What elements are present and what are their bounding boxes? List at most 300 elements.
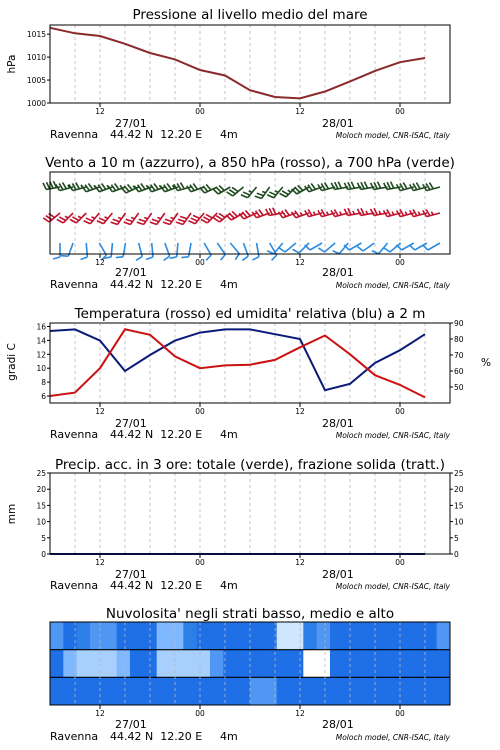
wind-barb xyxy=(333,243,349,254)
barb-half-feather xyxy=(392,212,394,215)
cloud-cell xyxy=(250,622,264,650)
barb-feather xyxy=(241,195,248,198)
pressure-gridlines xyxy=(75,25,425,103)
barb-feather xyxy=(219,185,224,190)
barb-feather xyxy=(136,257,142,261)
barb-half-feather xyxy=(327,212,329,215)
barb-feather xyxy=(203,217,209,221)
pressure-location-coords: 44.42 N 12.20 E xyxy=(110,128,203,141)
barb-feather xyxy=(150,222,157,224)
barb-feather xyxy=(57,219,63,223)
wind-barb xyxy=(111,213,126,224)
x-tick-label: 12 xyxy=(295,407,305,416)
y-tick-label: 0 xyxy=(41,550,46,559)
barb-feather xyxy=(141,184,145,190)
y-tick-label: 50 xyxy=(454,383,464,392)
barb-feather xyxy=(115,184,119,190)
y-tick-label: 90 xyxy=(454,319,464,328)
cloud-cell xyxy=(77,622,91,650)
barb-feather xyxy=(257,193,264,195)
barb-feather xyxy=(63,183,67,189)
y-tick-label: 5 xyxy=(454,533,459,543)
barb-feather xyxy=(371,209,374,216)
temperature-date-1: 27/01 xyxy=(115,417,147,430)
barb-feather xyxy=(351,182,354,189)
cloud-cell xyxy=(330,650,344,678)
barb-feather xyxy=(361,208,364,215)
y-tick-label: 20 xyxy=(454,485,464,495)
cloud-cell xyxy=(303,622,317,650)
cloud-cell xyxy=(117,650,131,678)
pressure-ylabel: hPa xyxy=(6,54,18,74)
precipitation-date-2: 28/01 xyxy=(322,568,354,581)
wind-barb xyxy=(181,243,191,258)
cloud-cell xyxy=(317,677,331,705)
y-tick-label: 14 xyxy=(36,336,46,346)
x-tick-label: 00 xyxy=(195,558,205,567)
barb-half-feather xyxy=(340,212,342,215)
barb-feather xyxy=(181,183,185,189)
barb-staff xyxy=(86,243,87,257)
cloud-cell xyxy=(130,622,144,650)
wind-panel xyxy=(43,155,455,291)
barb-half-feather xyxy=(118,218,121,219)
cloud-xticks xyxy=(95,705,405,718)
cloud-cell xyxy=(50,677,64,705)
wind-barb xyxy=(136,243,142,260)
temperature-location-elev: 4m xyxy=(220,428,238,441)
y-tick-label: 15 xyxy=(454,501,464,511)
pressure-xticks xyxy=(95,103,405,116)
y-tick-label: 12 xyxy=(36,350,46,360)
barb-feather xyxy=(391,182,394,189)
cloud-cell xyxy=(50,622,64,650)
cloud-cell xyxy=(383,677,397,705)
precipitation-yticks xyxy=(36,469,50,559)
barb-feather xyxy=(88,184,92,190)
cloud-cell xyxy=(170,650,184,678)
cloud-cell xyxy=(50,650,64,678)
barb-staff xyxy=(230,243,239,254)
cloud-cell xyxy=(357,677,371,705)
barb-staff xyxy=(428,243,440,250)
y-tick-label: 25 xyxy=(36,469,46,478)
y-tick-label: 10 xyxy=(454,517,464,527)
barb-feather xyxy=(201,219,207,223)
barb-feather xyxy=(206,255,211,260)
barb-feather xyxy=(403,183,407,189)
cloud-cell xyxy=(290,622,304,650)
barb-feather xyxy=(245,210,250,215)
pressure-credit: Moloch model, CNR-ISAC, Italy xyxy=(335,131,450,140)
wind-barb xyxy=(137,213,152,224)
barb-feather xyxy=(348,182,351,189)
barb-feather xyxy=(72,217,78,221)
pressure-location-elev: 4m xyxy=(220,128,238,141)
wind-barb xyxy=(204,243,211,260)
cloud-cell xyxy=(197,622,211,650)
temperature-credit: Moloch model, CNR-ISAC, Italy xyxy=(335,431,450,440)
cloud-cell xyxy=(197,650,211,678)
wind-barb xyxy=(200,184,217,192)
pressure-date-1: 27/01 xyxy=(115,117,147,130)
barb-half-feather xyxy=(431,212,433,215)
barb-half-feather xyxy=(144,218,147,219)
cloud-cell xyxy=(210,677,224,705)
barb-feather xyxy=(429,183,433,189)
barb-feather xyxy=(86,218,93,221)
barb-feather xyxy=(53,257,60,259)
barb-feather xyxy=(371,183,374,190)
cloud-cell xyxy=(370,622,384,650)
y-tick-label: 6 xyxy=(41,392,46,402)
barb-feather xyxy=(81,257,88,260)
cloud-cell xyxy=(357,622,371,650)
cloud-cell xyxy=(383,622,397,650)
barb-feather xyxy=(252,257,259,260)
precipitation-gridlines xyxy=(75,473,425,554)
barb-feather xyxy=(59,217,65,221)
barb-feather xyxy=(102,184,106,190)
y-tick-label: 70 xyxy=(454,351,464,360)
barb-half-feather xyxy=(313,212,315,215)
barb-feather xyxy=(282,191,288,195)
temperature-xticks xyxy=(95,403,405,416)
y-tick-label: 60 xyxy=(454,367,464,376)
barb-feather xyxy=(364,182,367,189)
barb-feather xyxy=(242,256,248,260)
barb-staff xyxy=(152,243,153,257)
barb-feather xyxy=(163,222,170,224)
wind-barb xyxy=(176,213,191,224)
barb-feather xyxy=(374,208,377,215)
barb-staff xyxy=(363,243,374,251)
cloud-cell xyxy=(157,650,171,678)
cloud-location-coords: 44.42 N 12.20 E xyxy=(110,730,203,743)
x-tick-label: 12 xyxy=(95,558,105,567)
pressure-footer xyxy=(50,117,451,141)
barb-staff xyxy=(111,243,112,257)
cloud-cell xyxy=(197,677,211,705)
y-tick-label: 25 xyxy=(454,469,464,478)
barb-feather xyxy=(180,216,187,218)
barb-feather xyxy=(255,196,262,198)
cloud-location-name: Ravenna xyxy=(50,730,99,743)
wind-barb xyxy=(43,213,60,222)
y-tick-label: 1010 xyxy=(26,53,46,63)
barb-feather xyxy=(267,195,274,198)
precipitation-location-coords: 44.42 N 12.20 E xyxy=(110,579,203,592)
pressure-line xyxy=(50,28,425,99)
barb-feather xyxy=(416,183,420,189)
cloud-cell xyxy=(103,677,117,705)
barb-feather xyxy=(176,222,183,224)
wind-barb xyxy=(150,213,165,224)
wind-barb xyxy=(163,213,178,224)
y-tick-label: 0 xyxy=(454,550,459,559)
barb-feather xyxy=(167,184,171,190)
wind-footer xyxy=(50,266,451,291)
barb-feather xyxy=(216,216,222,220)
cloud-cell xyxy=(117,622,131,650)
barb-half-feather xyxy=(78,216,81,218)
cloud-cell xyxy=(130,650,144,678)
cloud-footer xyxy=(50,718,451,743)
barb-half-feather xyxy=(288,190,291,192)
x-tick-label: 00 xyxy=(195,258,205,267)
wind-barb xyxy=(84,213,100,224)
barb-feather xyxy=(384,183,387,190)
barb-feather xyxy=(137,222,144,224)
barb-feather xyxy=(113,219,120,221)
cloud-cell xyxy=(370,677,384,705)
pressure-yticks xyxy=(27,30,50,108)
barb-half-feather xyxy=(418,212,420,215)
cloud-cell xyxy=(130,677,144,705)
x-tick-label: 00 xyxy=(395,558,405,567)
barb-feather xyxy=(344,183,347,190)
precipitation-xticks xyxy=(95,554,405,567)
barb-feather xyxy=(178,219,185,221)
cloud-title: Nuvolosita' negli strati basso, medio e alto xyxy=(105,606,395,622)
barb-feather xyxy=(384,248,390,252)
barb-feather xyxy=(128,184,133,189)
wind-barb xyxy=(255,187,270,198)
cloud-cell xyxy=(170,622,184,650)
cloud-cell xyxy=(317,622,331,650)
wind-barb xyxy=(252,243,259,260)
wind-location-coords: 44.42 N 12.20 E xyxy=(110,278,203,291)
y-tick-label: 1005 xyxy=(26,76,46,86)
cloud-cell xyxy=(237,622,251,650)
barb-feather xyxy=(43,183,46,190)
cloud-cell xyxy=(317,650,331,678)
cloud-cell xyxy=(77,677,91,705)
cloud-cell xyxy=(357,650,371,678)
barb-half-feather xyxy=(405,212,407,215)
barb-feather xyxy=(235,254,239,260)
barb-staff xyxy=(189,243,191,257)
humidity-yticks xyxy=(450,319,464,392)
cloud-cell xyxy=(410,677,424,705)
temperature-line xyxy=(50,329,425,397)
temperature-title: Temperatura (rosso) ed umidita' relativa (blu) a 2 m xyxy=(74,306,426,322)
x-tick-label: 12 xyxy=(95,258,105,267)
cloud-cell xyxy=(383,650,397,678)
x-tick-label: 00 xyxy=(195,407,205,416)
y-tick-label: 16 xyxy=(36,322,46,332)
barb-feather xyxy=(279,248,285,252)
wind-title: Vento a 10 m (azzurro), a 850 hPa (rosso), a 700 hPa (verde) xyxy=(45,155,455,171)
y-tick-label: 20 xyxy=(36,485,46,495)
barb-feather xyxy=(378,182,381,189)
precipitation-ylabel: mm xyxy=(6,503,18,525)
barb-feather xyxy=(221,254,226,260)
temperature-yticks xyxy=(36,322,50,401)
cloud-cell xyxy=(330,677,344,705)
cloud-cell xyxy=(410,650,424,678)
temperature-location-name: Ravenna xyxy=(50,428,99,441)
barb-staff xyxy=(379,243,388,254)
barb-feather xyxy=(272,255,277,260)
cloud-credit: Moloch model, CNR-ISAC, Italy xyxy=(335,733,450,742)
barb-feather xyxy=(61,256,68,257)
barb-feather xyxy=(374,182,377,189)
barb-staff xyxy=(257,243,259,257)
barb-half-feather xyxy=(300,212,302,215)
wind-barb xyxy=(81,243,88,260)
wind-barb xyxy=(97,213,113,224)
cloud-cell xyxy=(277,650,291,678)
pressure-date-2: 28/01 xyxy=(322,117,354,130)
cloud-cell xyxy=(290,650,304,678)
precipitation-credit: Moloch model, CNR-ISAC, Italy xyxy=(335,582,450,591)
cloud-cell xyxy=(103,650,117,678)
barb-feather xyxy=(193,184,197,190)
barb-feather xyxy=(164,256,170,260)
wind-barb xyxy=(164,243,170,260)
barb-feather xyxy=(387,182,390,189)
barb-staff xyxy=(204,243,211,255)
wind-barb xyxy=(53,243,60,259)
x-tick-label: 12 xyxy=(95,709,105,718)
cloud-cell xyxy=(210,622,224,650)
cloud-cell xyxy=(103,622,117,650)
cloud-cell xyxy=(277,622,291,650)
barb-feather xyxy=(358,183,361,190)
wind-barb xyxy=(170,243,178,258)
y-tick-label: 80 xyxy=(454,335,464,344)
barb-feather xyxy=(259,210,263,216)
cloud-cell xyxy=(90,622,104,650)
y-tick-label: 8 xyxy=(41,378,46,388)
cloud-cell xyxy=(370,650,384,678)
barb-feather xyxy=(333,251,340,254)
cloud-cell xyxy=(250,650,264,678)
barb-feather xyxy=(243,192,250,195)
precipitation-panel xyxy=(6,457,464,592)
barb-staff xyxy=(123,243,125,257)
temperature-panel xyxy=(6,306,491,441)
x-tick-label: 12 xyxy=(95,107,105,116)
barb-half-feather xyxy=(65,216,68,218)
precipitation-location-elev: 4m xyxy=(220,579,238,592)
barb-feather xyxy=(311,184,315,190)
x-tick-label: 12 xyxy=(295,107,305,116)
x-tick-label: 12 xyxy=(295,258,305,267)
barb-half-feather xyxy=(170,218,173,219)
wind-barb xyxy=(146,243,153,260)
barb-feather xyxy=(43,218,49,222)
wind-location-elev: 4m xyxy=(220,278,238,291)
barb-feather xyxy=(242,212,247,217)
cloud-cell xyxy=(237,650,251,678)
wind-date-1: 27/01 xyxy=(115,266,147,279)
cloud-cell xyxy=(77,650,91,678)
cloud-cell xyxy=(90,650,104,678)
barb-feather xyxy=(116,257,123,258)
pressure-panel xyxy=(6,7,451,141)
barb-feather xyxy=(124,222,131,224)
wind-barb xyxy=(124,213,139,224)
x-tick-label: 12 xyxy=(295,709,305,718)
barb-half-feather xyxy=(105,217,108,218)
barb-feather xyxy=(280,193,286,197)
barb-feather xyxy=(410,245,415,250)
barb-half-feather xyxy=(91,217,94,218)
cloud-cell xyxy=(170,677,184,705)
barb-feather xyxy=(348,208,351,215)
barb-feather xyxy=(335,182,338,189)
humidity-ylabel: % xyxy=(481,357,491,369)
cloud-cell xyxy=(437,650,451,678)
y-tick-label: 10 xyxy=(36,517,46,527)
cloud-cell xyxy=(237,677,251,705)
barb-feather xyxy=(295,187,300,192)
barb-feather xyxy=(146,257,153,260)
x-tick-label: 12 xyxy=(295,558,305,567)
cloud-date-2: 28/01 xyxy=(322,718,354,731)
precipitation-location-name: Ravenna xyxy=(50,579,99,592)
precipitation-footer xyxy=(50,568,451,592)
x-tick-label: 00 xyxy=(395,709,405,718)
x-tick-label: 00 xyxy=(395,107,405,116)
temperature-date-2: 28/01 xyxy=(322,417,354,430)
barb-feather xyxy=(111,222,118,224)
cloud-cell xyxy=(183,650,197,678)
cloud-cell xyxy=(183,677,197,705)
cloud-cell xyxy=(397,622,411,650)
barb-feather xyxy=(84,221,91,224)
barb-feather xyxy=(139,219,146,221)
barb-feather xyxy=(206,184,211,189)
barb-feather xyxy=(170,257,177,258)
barb-feather xyxy=(229,213,234,218)
wind-barbs xyxy=(43,181,440,260)
barb-feather xyxy=(226,215,231,220)
precipitation-yticks-right xyxy=(450,469,464,559)
wind-barb xyxy=(230,243,239,260)
barb-feather xyxy=(269,208,272,215)
wind-date-2: 28/01 xyxy=(322,266,354,279)
cloud-cell xyxy=(437,677,451,705)
barb-feather xyxy=(165,219,172,221)
wind-barb xyxy=(217,243,225,260)
x-tick-label: 00 xyxy=(195,107,205,116)
barb-feather xyxy=(219,213,225,217)
cloud-cell xyxy=(157,622,171,650)
barb-feather xyxy=(213,189,218,194)
barb-feather xyxy=(358,209,361,216)
cloud-cell xyxy=(410,622,424,650)
barb-feather xyxy=(46,216,52,220)
cloud-cell xyxy=(90,677,104,705)
barb-feather xyxy=(76,183,80,189)
cloud-date-1: 27/01 xyxy=(115,718,147,731)
wind-barb xyxy=(242,243,248,260)
barb-feather xyxy=(232,187,238,191)
cloud-cell xyxy=(277,677,291,705)
barb-feather xyxy=(285,210,289,216)
cloud-cell xyxy=(290,677,304,705)
barb-feather xyxy=(293,249,299,253)
wind-barb xyxy=(241,187,257,198)
y-tick-label: 1015 xyxy=(26,30,46,40)
cloud-cell xyxy=(117,677,131,705)
barb-feather xyxy=(181,257,188,258)
cloud-location-elev: 4m xyxy=(220,730,238,743)
cloud-panel xyxy=(50,606,451,743)
